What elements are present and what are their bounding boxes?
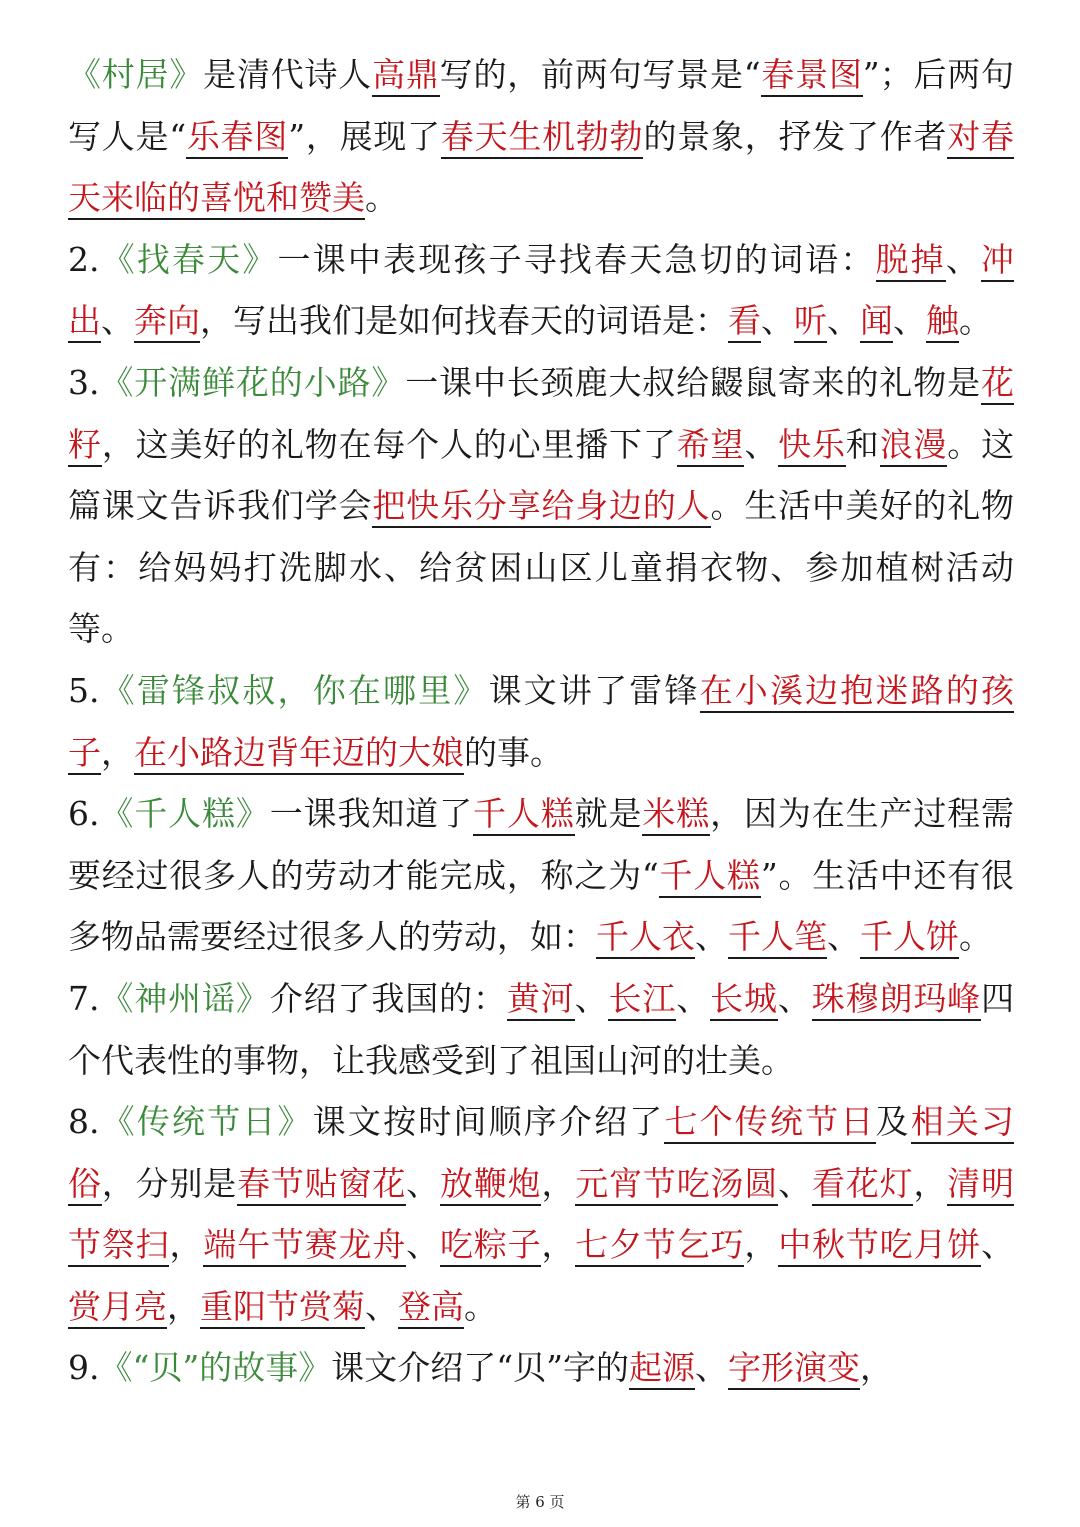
body-text: 的事。 [464,732,563,772]
answer-blank: 元宵节吃汤圆 [575,1164,778,1206]
answer-blank: 把快乐分享给身边的人 [372,486,710,528]
body-text: ， [541,1225,576,1265]
body-text: 。 [365,178,398,218]
answer-blank: 浪漫 [880,425,948,467]
body-text: ， [860,1348,893,1388]
answer-blank: 清明节祭扫 [68,1164,1014,1268]
lesson-title: 《传统节日》 [99,1102,313,1142]
body-text: 8. [68,1102,100,1142]
body-text: 课文介绍了“贝”字的 [331,1348,629,1388]
body-text: 、 [778,1163,812,1203]
body-text: 、 [827,301,860,341]
body-text: 、 [101,301,134,341]
answer-blank: 春景图 [761,55,863,97]
body-text: 9. [68,1348,100,1388]
body-text: 、 [406,1225,440,1265]
answer-blank: 冲出 [68,240,1014,344]
answer-blank: 看花灯 [812,1164,913,1206]
body-text: 。这篇课文告诉我们学会 [68,424,1015,526]
body-text: 及 [875,1102,911,1142]
answer-blank: 千人衣 [596,917,695,959]
answer-blank: 长城 [710,979,778,1021]
body-text: ”。生活中还有很多物品需要经过很多人的劳动，如： [68,855,1015,957]
body-text: 一课中表现孩子寻找春天急切的词语： [277,239,876,279]
body-text: 、 [365,1286,398,1326]
body-text: ， [169,1225,204,1265]
answer-blank: 起源 [629,1348,695,1390]
body-text: 课文讲了雷锋 [488,670,700,710]
body-text: ”；后两句写人是“ [68,55,1015,156]
body-text: ”，展现了 [288,116,441,156]
lesson-title: 《神州谣》 [99,978,270,1018]
body-text: ， [541,1163,576,1203]
answer-blank: 脱掉 [876,240,946,282]
answer-blank: 听 [794,301,827,343]
answer-blank: 长江 [608,979,676,1021]
body-text: 、 [406,1163,440,1203]
lesson-title: 《千人糕》 [99,794,270,834]
body-text: 、 [695,1348,728,1388]
lesson-title: 《找春天》 [99,239,278,279]
body-text: 2. [68,239,100,279]
body-text: ，这美好的礼物在每个人的心里播下了 [101,424,677,464]
answer-blank: 米糕 [642,794,710,836]
body-text: ， [913,1163,948,1203]
paragraph-3 [68,352,1014,660]
body-text: ，因为在生产过程需要经过很多人的劳动才能完成，称之为“ [68,794,1015,895]
body-text: 6. [68,794,100,834]
answer-blank: 千人糕 [659,856,761,898]
answer-blank: 春天生机勃勃 [441,117,644,159]
answer-blank: 珠穆朗玛峰 [812,979,981,1021]
body-text: 。 [464,1286,497,1326]
answer-blank: 奔向 [134,301,200,343]
answer-blank: 吃粽子 [440,1225,541,1267]
body-text: ， [101,732,134,772]
answer-blank: 重阳节赏菊 [200,1287,365,1329]
body-text: 。生活中美好的礼物有：给妈妈打洗脚水、给贫困山区儿童捐衣物、参加植树活动等。 [68,486,1015,649]
body-text: 7. [68,978,100,1018]
body-text: 、 [981,1225,1015,1265]
body-text: ， [167,1286,200,1326]
lesson-title: 《开满鲜花的小路》 [99,362,406,402]
answer-blank: 相关习俗 [68,1102,1014,1206]
answer-blank: 千人饼 [860,917,959,959]
body-text: 的景象，抒发了作者 [643,116,948,156]
paragraph-2 [68,229,1014,352]
body-text: 。 [959,917,992,957]
body-text: 和 [845,424,880,464]
answer-blank: 登高 [398,1287,464,1329]
answer-blank: 千人糕 [473,794,575,836]
answer-blank: 字形演变 [728,1348,860,1390]
lesson-title: 《雷锋叔叔，你在哪里》 [99,670,489,710]
answer-blank: 触 [926,301,959,343]
answer-blank: 端午节赛龙舟 [203,1225,406,1267]
body-text: ，分别是 [101,1163,238,1203]
body-text: 四个代表性的事物，让我感受到了祖国山河的壮美。 [68,978,1015,1080]
body-text: 就是 [574,794,643,834]
body-text: 、 [827,917,860,957]
body-text: 写的，前两句写景是“ [439,55,761,94]
answer-blank: 中秋节吃月饼 [778,1225,981,1267]
body-text: 、 [945,239,982,279]
answer-blank: 黄河 [507,979,575,1021]
body-text: 、 [744,424,779,464]
answer-blank: 闻 [860,301,893,343]
body-text: 。 [959,301,992,341]
answer-blank: 春节贴窗花 [237,1164,406,1206]
answer-blank: 七个传统节日 [664,1102,875,1144]
body-text: 、 [893,301,926,341]
body-text: 3. [68,362,100,402]
body-text: 、 [574,978,609,1018]
body-text: 是清代诗人 [203,55,373,94]
paragraph-4 [68,660,1014,783]
body-text: 、 [676,978,711,1018]
page-number: 第 6 页 [515,1493,565,1511]
answer-blank: 在小路边背年迈的大娘 [134,733,464,775]
paragraph-8 [68,1337,1014,1399]
answer-blank: 对春天来临的喜悦和赞美 [68,117,1014,221]
body-text: 5. [68,670,100,710]
document-body [68,44,1014,1399]
answer-blank: 千人笔 [728,917,827,959]
answer-blank: 七夕节乞巧 [575,1225,744,1267]
answer-blank: 在小溪边抱迷路的孩子 [68,671,1014,775]
body-text: 一课中长颈鹿大叔给鼹鼠寄来的礼物是 [405,362,982,402]
answer-blank: 花籽 [68,363,1014,467]
body-text: ， [744,1225,779,1265]
body-text: 介绍了我国的： [269,978,507,1018]
answer-blank: 看 [728,301,761,343]
body-text: 、 [695,917,728,957]
paragraph-6 [68,968,1014,1091]
answer-blank: 希望 [677,425,745,467]
lesson-title: 《村居》 [68,55,204,94]
paragraph-7 [68,1091,1014,1337]
paragraph-5 [68,783,1014,968]
paragraph-1 [68,44,1014,229]
answer-blank: 快乐 [778,425,846,467]
answer-blank: 赏月亮 [68,1287,167,1329]
body-text: 一课我知道了 [269,794,473,834]
body-text: ，写出我们是如何找春天的词语是： [200,301,728,341]
lesson-title: 《“贝”的故事》 [99,1348,332,1388]
answer-blank: 高鼎 [372,55,440,97]
body-text: 、 [777,978,812,1018]
answer-blank: 乐春图 [186,117,288,159]
body-text: 课文按时间顺序介绍了 [312,1102,665,1142]
body-text: 、 [761,301,794,341]
answer-blank: 放鞭炮 [440,1164,541,1206]
